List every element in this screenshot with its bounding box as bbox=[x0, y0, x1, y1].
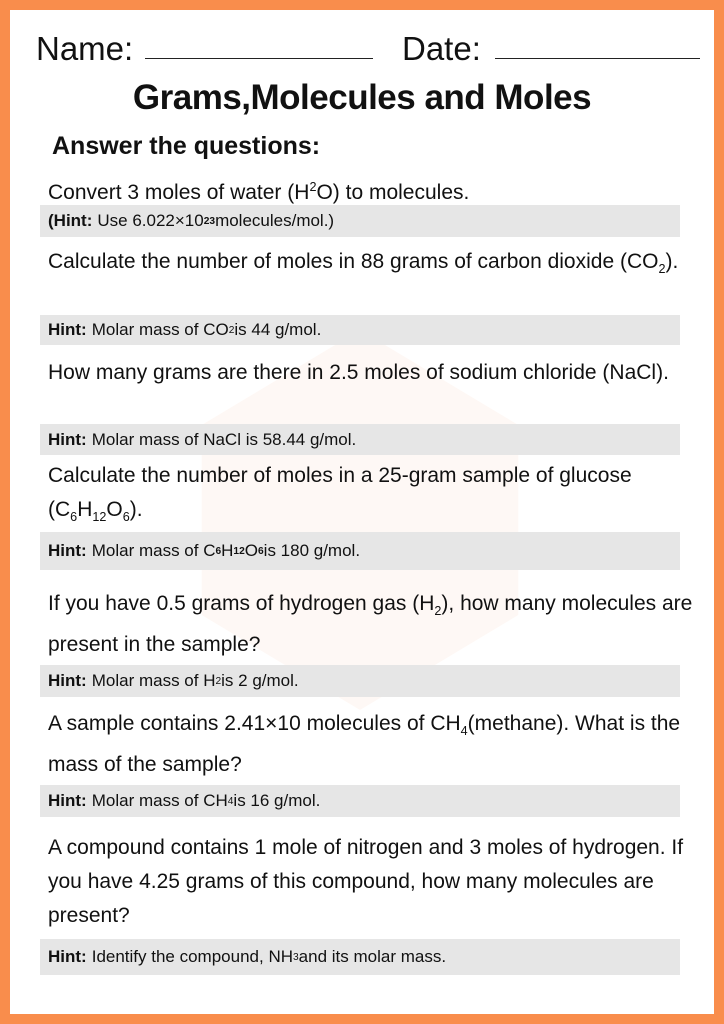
hint-6 bbox=[40, 785, 680, 817]
hint-text: molecules/mol.) bbox=[215, 211, 335, 230]
instructions-heading: Answer the questions: bbox=[52, 132, 321, 160]
question-6 bbox=[48, 707, 698, 782]
hint-text: H bbox=[221, 541, 234, 560]
hint-label: Hint: bbox=[48, 320, 87, 339]
hint-4 bbox=[40, 532, 680, 570]
subscript: 6 bbox=[122, 510, 130, 525]
subscript: 3 bbox=[293, 951, 299, 963]
hint-text: Molar mass of CH bbox=[91, 791, 228, 810]
question-4 bbox=[48, 459, 698, 534]
date-field[interactable] bbox=[495, 58, 700, 59]
hint-text: Identify the compound, NH bbox=[91, 947, 293, 966]
question-7: A compound contains 1 mole of nitrogen and 3 moles of hydrogen. If you have 4.25 grams of this compound, how many molecules are present? bbox=[48, 836, 684, 927]
hint-text: Use 6.022×10 bbox=[97, 211, 204, 230]
date-label: Date: bbox=[402, 30, 481, 67]
subscript: 2 bbox=[658, 262, 666, 277]
subscript: 2 bbox=[434, 604, 442, 619]
hint-3 bbox=[40, 424, 680, 455]
question-5 bbox=[48, 587, 698, 662]
hint-text: is 44 g/mol. bbox=[234, 320, 322, 339]
subscript: 6 bbox=[258, 545, 264, 557]
question-text: A sample contains 2.41×10 molecules of CH bbox=[48, 712, 461, 735]
subscript: 6 bbox=[70, 510, 78, 525]
hint-text: Molar mass of NaCl is 58.44 g/mol. bbox=[91, 429, 357, 449]
question-text: Convert 3 moles of water (H bbox=[48, 181, 310, 204]
hint-label: Hint: bbox=[48, 791, 87, 810]
question-text: ). bbox=[129, 498, 143, 521]
subscript: 2 bbox=[215, 675, 222, 687]
hint-text: O bbox=[244, 541, 258, 560]
hint-text: is 16 g/mol. bbox=[233, 791, 321, 810]
hint-label: Hint: bbox=[48, 671, 87, 690]
hint-5 bbox=[40, 665, 680, 697]
hint-text: Molar mass of C bbox=[91, 541, 216, 560]
hint-1 bbox=[40, 205, 680, 237]
question-text: O) to molecules. bbox=[316, 181, 470, 204]
hint-label: Hint: bbox=[48, 429, 87, 449]
hint-text: Molar mass of H bbox=[91, 671, 216, 690]
hint-7 bbox=[40, 939, 680, 975]
hint-2 bbox=[40, 315, 680, 345]
subscript: 4 bbox=[227, 795, 234, 807]
subscript: 2 bbox=[228, 324, 235, 336]
subscript: 4 bbox=[460, 724, 468, 739]
question-text: (methane). What is the mass of the sample? bbox=[48, 712, 681, 777]
superscript: 2 bbox=[309, 180, 317, 194]
subscript: 12 bbox=[233, 545, 245, 557]
question-2 bbox=[48, 245, 698, 286]
worksheet-title: Grams,Molecules and Moles bbox=[132, 78, 592, 117]
hint-text: is 180 g/mol. bbox=[263, 541, 361, 560]
hint-text: and its molar mass. bbox=[298, 947, 447, 966]
hint-text: Molar mass of CO bbox=[91, 320, 229, 339]
superscript: 23 bbox=[203, 215, 216, 227]
hint-label: Hint: bbox=[48, 541, 87, 560]
subscript: 6 bbox=[215, 545, 222, 557]
question-text: Calculate the number of moles in 88 grams of carbon dioxide (CO bbox=[48, 250, 659, 273]
question-text: ). bbox=[665, 250, 679, 273]
name-field[interactable] bbox=[145, 58, 373, 59]
subscript: 12 bbox=[92, 510, 107, 525]
question-text: O bbox=[106, 498, 123, 521]
name-label: Name: bbox=[36, 30, 134, 67]
question-text: ), how many molecules are present in the sample? bbox=[48, 592, 693, 657]
hint-text: is 2 g/mol. bbox=[221, 671, 299, 690]
question-text: Calculate the number of moles in a 25-gram sample of glucose (C bbox=[48, 464, 632, 521]
question-text: H bbox=[77, 498, 93, 521]
question-text: If you have 0.5 grams of hydrogen gas (H bbox=[48, 592, 435, 615]
question-3: How many grams are there in 2.5 moles of sodium chloride (NaCl). bbox=[48, 361, 669, 384]
question-1 bbox=[48, 170, 698, 210]
hint-label: Hint: bbox=[48, 947, 87, 966]
hint-label: (Hint: bbox=[48, 211, 93, 230]
